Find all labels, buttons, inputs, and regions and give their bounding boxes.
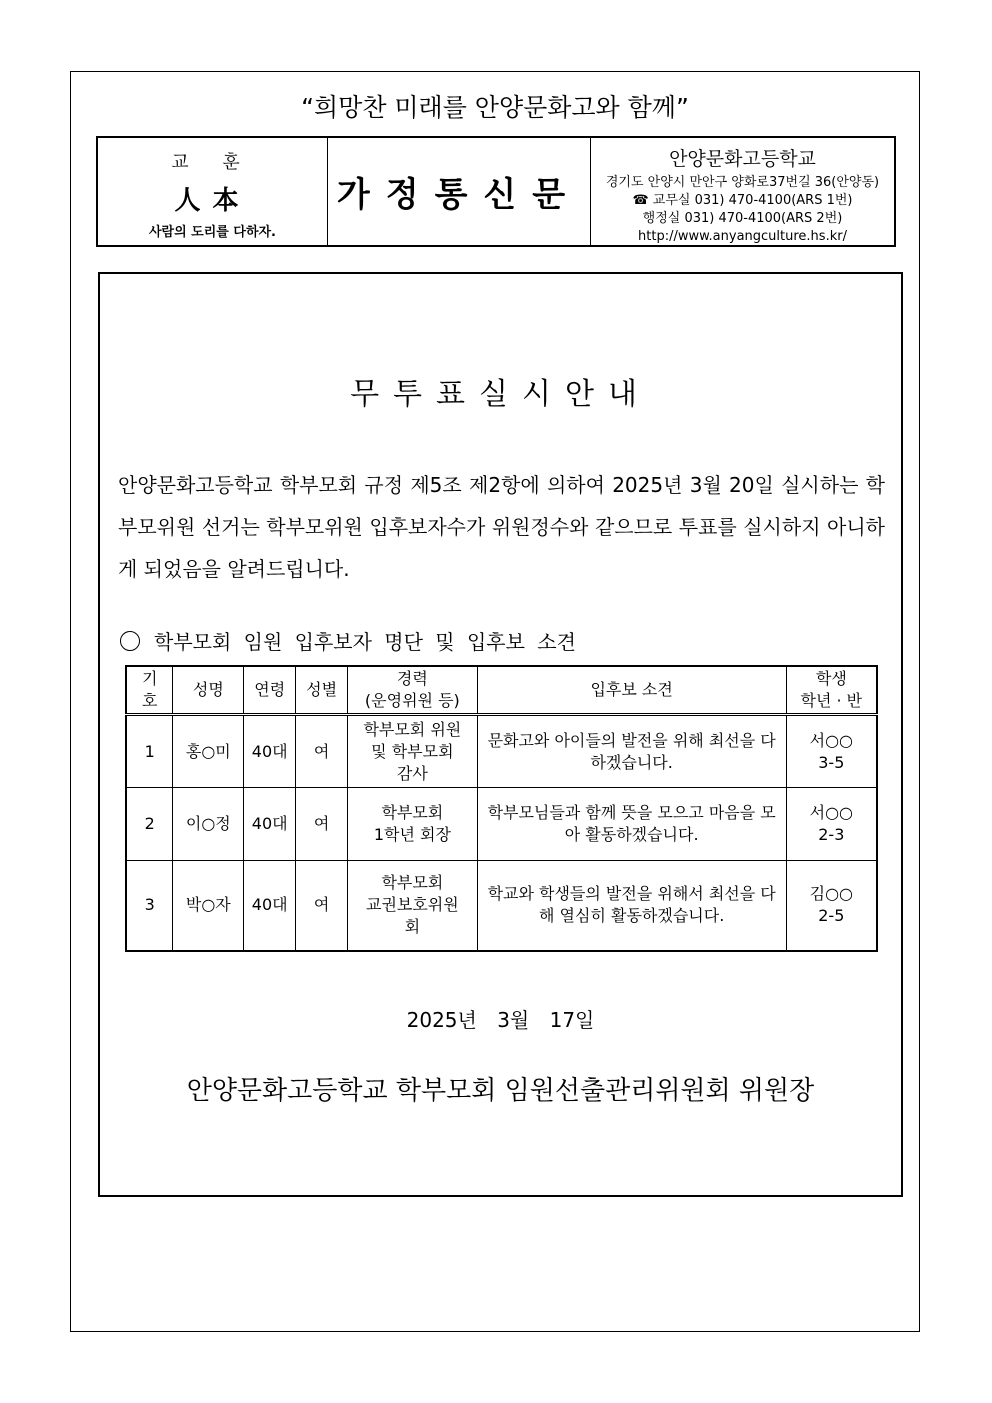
header-career-line1: 경력 xyxy=(396,669,428,688)
student-name: 김○○ xyxy=(809,884,854,904)
cell-name: 박○자 xyxy=(173,861,244,951)
cell-pledge: 학부모님들과 함께 뜻을 모으고 마음을 모아 활동하겠습니다. xyxy=(477,788,786,861)
signer: 안양문화고등학교 학부모회 임원선출관리위원회 위원장 xyxy=(186,1076,815,1106)
motto-label: 교 훈 xyxy=(171,152,254,173)
candidate-table xyxy=(125,665,878,952)
header-student xyxy=(786,666,877,715)
slogan: “희망찬 미래를 안양문화고와 함께” xyxy=(301,93,689,122)
career-line: 회 xyxy=(404,917,421,937)
student-name: 서○○ xyxy=(809,730,854,750)
header-number xyxy=(126,666,173,715)
table-header-row xyxy=(126,666,877,715)
career-line: 감사 xyxy=(396,763,428,783)
letterhead xyxy=(96,136,896,247)
career-line: 및 학부모회 xyxy=(371,741,454,761)
table-row xyxy=(126,715,877,788)
cell-pledge: 문화고와 아이들의 발전을 위해 최선을 다하겠습니다. xyxy=(477,715,786,788)
header-career-line2: (운영위원 등) xyxy=(364,691,460,710)
student-class: 2-5 xyxy=(818,906,845,926)
cell-student xyxy=(786,715,877,788)
career-line: 학부모회 위원 xyxy=(363,719,462,739)
section-heading-text: 학부모회 임원 입후보자 명단 및 입후보 소견 xyxy=(154,630,576,654)
header-name: 성명 xyxy=(173,666,244,715)
cell-student xyxy=(786,788,877,861)
career-line: 학부모회 xyxy=(381,803,444,822)
header-gender: 성별 xyxy=(296,666,348,715)
header-student-line1: 학생 xyxy=(815,669,847,688)
school-motto xyxy=(98,138,328,245)
cell-gender: 여 xyxy=(296,715,348,788)
notice-body xyxy=(98,272,903,1197)
header-pledge: 입후보 소견 xyxy=(477,666,786,715)
school-name: 안양문화고등학교 xyxy=(669,148,816,170)
cell-age: 40대 xyxy=(244,861,296,951)
table-row xyxy=(126,861,877,951)
cell-name: 이○정 xyxy=(173,788,244,861)
cell-number: 3 xyxy=(126,861,173,951)
issue-date: 2025년 3월 17일 xyxy=(406,1008,595,1032)
school-phone-admin: 행정실 031) 470-4100(ARS 2번) xyxy=(642,211,843,226)
career-line: 1학년 회장 xyxy=(373,825,451,844)
cell-career xyxy=(348,715,478,788)
header-career xyxy=(348,666,478,715)
table-row xyxy=(126,788,877,861)
motto-title: 人本 xyxy=(174,186,251,216)
section-heading xyxy=(120,626,576,655)
student-class: 2-3 xyxy=(818,825,845,844)
cell-name: 홍○미 xyxy=(173,715,244,788)
cell-career xyxy=(348,861,478,951)
motto-subtitle: 사람의 도리를 다하자. xyxy=(148,225,276,240)
school-phone-office: ☎ 교무실 031) 470-4100(ARS 1번) xyxy=(632,193,853,208)
cell-number: 2 xyxy=(126,788,173,861)
paper-title: 가정통신문 xyxy=(336,175,582,215)
school-info xyxy=(591,138,894,245)
header-student-line2: 학년 · 반 xyxy=(800,691,863,710)
header-age: 연령 xyxy=(244,666,296,715)
school-address: 경기도 안양시 만안구 양화로37번길 36(안양동) xyxy=(605,175,880,190)
cell-career xyxy=(348,788,478,861)
career-line: 교권보호위원 xyxy=(365,895,459,915)
paper-title-cell xyxy=(328,138,591,245)
cell-age: 40대 xyxy=(244,788,296,861)
notice-paragraph: 안양문화고등학교 학부모회 규정 제5조 제2항에 의하여 2025년 3월 20일 실시하는 학부모위원 선거는 학부모위원 입후보자수가 위원정수와 같으므로 투표를 실시하지 아니하게 되었음을 알려드립니다. xyxy=(118,473,885,581)
cell-age: 40대 xyxy=(244,715,296,788)
cell-number: 1 xyxy=(126,715,173,788)
cell-gender: 여 xyxy=(296,861,348,951)
header-number-text: 기호 xyxy=(141,669,158,710)
cell-student xyxy=(786,861,877,951)
notice-title: 무투표실시안내 xyxy=(350,377,651,412)
student-class: 3-5 xyxy=(818,752,845,772)
circle-bullet-icon xyxy=(120,631,140,651)
cell-pledge: 학교와 학생들의 발전을 위해서 최선을 다해 열심히 활동하겠습니다. xyxy=(477,861,786,951)
cell-gender: 여 xyxy=(296,788,348,861)
school-website[interactable]: http://www.anyangculture.hs.kr/ xyxy=(638,229,847,244)
student-name: 서○○ xyxy=(809,803,854,822)
career-line: 학부모회 xyxy=(381,873,444,893)
